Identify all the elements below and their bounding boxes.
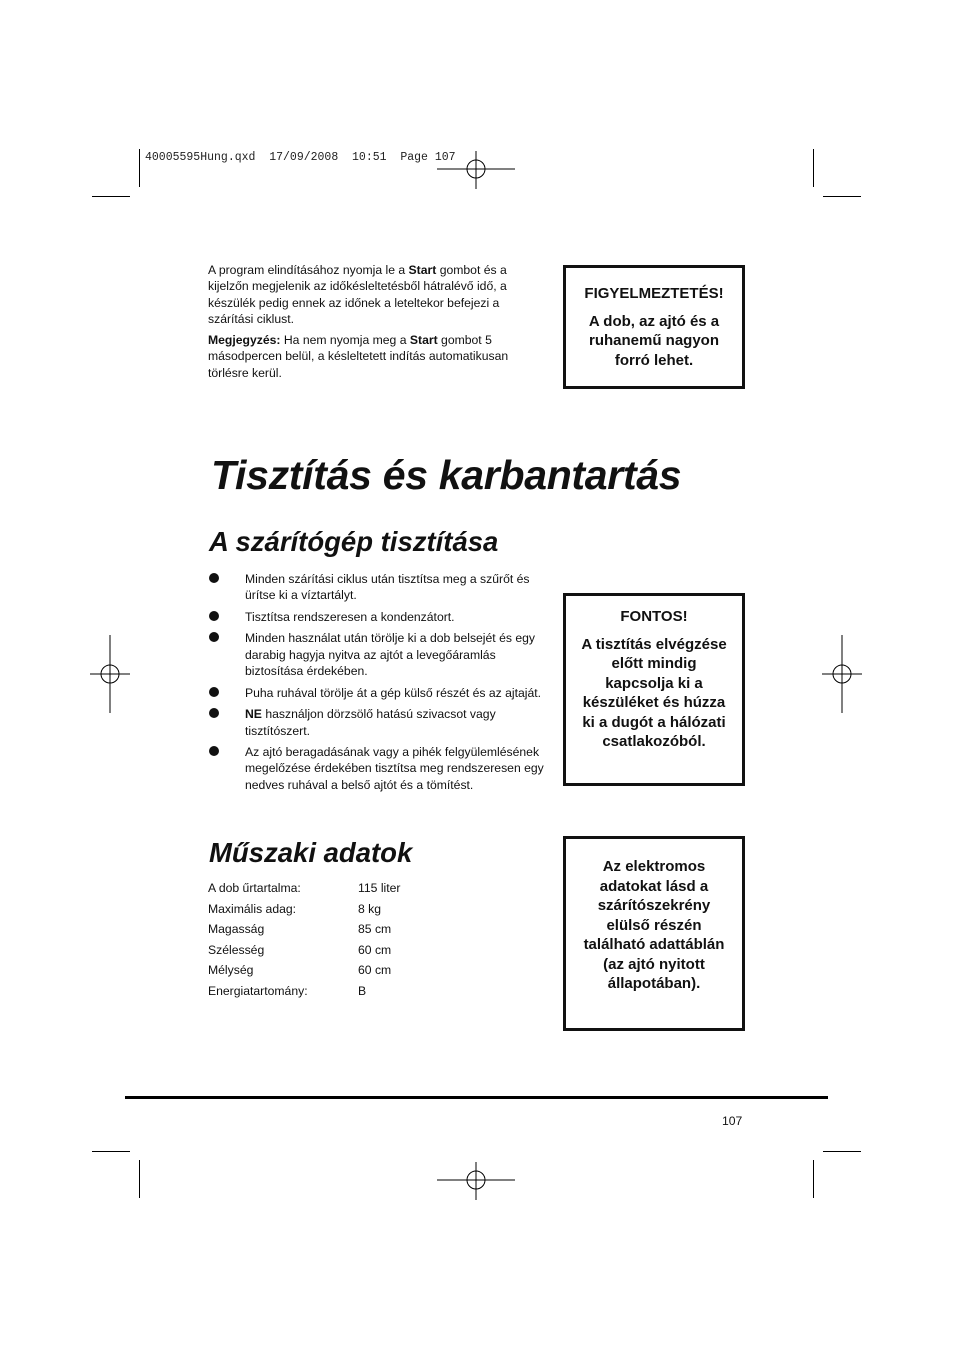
intro-text-part: A program elindításához nyomja le a (208, 263, 409, 277)
list-item (209, 571, 549, 604)
crop-mark (823, 196, 861, 197)
warning-title: FIGYELMEZTETÉS! (584, 285, 724, 302)
table-row (208, 922, 400, 943)
crop-mark (92, 196, 130, 197)
spec-value: 115 liter (358, 881, 401, 895)
important-text: A tisztítás elvégzése előtt mindig kapcsolja ki a készüléket és húzza ki a dugót a hálózati csatlakozóból. (581, 635, 727, 750)
table-row (208, 963, 400, 984)
list-item-text: Az ajtó beragadásának vagy a pihék felgyülemlésének megelőzése érdekében tisztítsa meg rendszeresen egy nedves ruhával a belső ajtót és a tömítést. (245, 745, 544, 792)
intro-start-keyword: Start (408, 263, 437, 277)
spec-label: Energiatartomány: (208, 983, 308, 998)
spec-value: 85 cm (358, 922, 392, 937)
spec-label: A dob űrtartalma: (208, 881, 301, 895)
spec-label: Szélesség (208, 942, 265, 957)
specs-table (208, 881, 400, 1005)
note-paragraph (208, 332, 538, 381)
list-item-text: Minden használat után törölje ki a dob belsejét és egy darabig hagyja nyitva az ajtót a levegőáramlás biztosítása érdekében. (245, 631, 535, 679)
registration-mark-icon (90, 635, 130, 713)
list-item (209, 744, 549, 793)
bullet-icon (209, 573, 219, 583)
intro-text-part: gombot és a kijelzőn megjelenik az időkésleltetésből hátralévő idő, a készülék pedig ennek az időnek a leteltekor befejezi a szárítási ciklust. (208, 263, 507, 326)
list-item-text: Tisztítsa rendszeresen a kondenzátort. (245, 609, 455, 624)
spec-label: Magasság (208, 922, 265, 937)
list-item (209, 706, 549, 739)
cleaning-list (209, 571, 549, 798)
table-row (208, 881, 400, 902)
registration-mark-icon (822, 635, 862, 713)
spec-value: 60 cm (358, 963, 392, 978)
table-row (208, 984, 400, 1005)
spec-value: 60 cm (358, 942, 392, 957)
warning-box (563, 265, 745, 389)
spec-value: 8 kg (358, 901, 382, 916)
crop-mark (823, 1151, 861, 1152)
electrical-info-box (563, 836, 745, 1031)
specs-heading: Műszaki adatok (209, 837, 413, 868)
list-item-text: Minden szárítási ciklus után tisztítsa meg a szűrőt és ürítse ki a víztartályt. (245, 572, 530, 603)
bullet-icon (209, 687, 219, 697)
list-item (209, 630, 549, 679)
list-item (209, 609, 549, 625)
important-box (563, 593, 745, 786)
list-item (209, 685, 549, 701)
note-label: Megjegyzés: (208, 333, 281, 348)
spec-label: Maximális adag: (208, 901, 297, 916)
warning-text: A dob, az ajtó és a ruhanemű nagyon forró lehet. (588, 312, 720, 369)
list-item-text: használjon dörzsölő hatású szivacsot vagy tisztítószert. (245, 707, 496, 738)
page-title: Tisztítás és karbantartás (211, 452, 682, 498)
table-row (208, 902, 400, 923)
cleaning-heading: A szárítógép tisztítása (209, 526, 499, 557)
footer-rule (125, 1096, 828, 1099)
crop-mark (139, 149, 140, 187)
registration-mark-icon (437, 1162, 515, 1200)
list-item-text: Puha ruhával törölje át a gép külső részét és az ajtaját. (245, 685, 542, 700)
spec-value: B (358, 983, 367, 998)
important-title: FONTOS! (620, 608, 688, 625)
note-start-keyword: Start (409, 333, 438, 348)
intro-text (208, 262, 538, 381)
crop-mark (139, 1160, 140, 1198)
bullet-icon (209, 708, 219, 718)
crop-mark (813, 149, 814, 187)
bullet-icon (209, 611, 219, 621)
note-text-part: Ha nem nyomja meg a (280, 333, 410, 348)
intro-paragraph (208, 262, 538, 327)
spec-label: Mélység (208, 963, 254, 978)
bullet-icon (209, 632, 219, 642)
list-item-emphasis: NE (245, 707, 262, 722)
bullet-icon (209, 746, 219, 756)
note-text-part: gombot 5 másodpercen belül, a késleltetett indítás automatikusan törlésre kerül. (208, 333, 509, 380)
print-slug: 40005595Hung.qxd 17/09/2008 10:51 Page 107 (145, 151, 456, 164)
crop-mark (92, 1151, 130, 1152)
registration-mark-icon (437, 151, 515, 189)
table-row (208, 943, 400, 964)
electrical-info-text: Az elektromos adatokat lásd a szárítószekrény elülső részén található adattáblán (az ajtó nyitott állapotában). (583, 858, 725, 992)
crop-mark (813, 1160, 814, 1198)
page-number: 107 (722, 1114, 743, 1128)
